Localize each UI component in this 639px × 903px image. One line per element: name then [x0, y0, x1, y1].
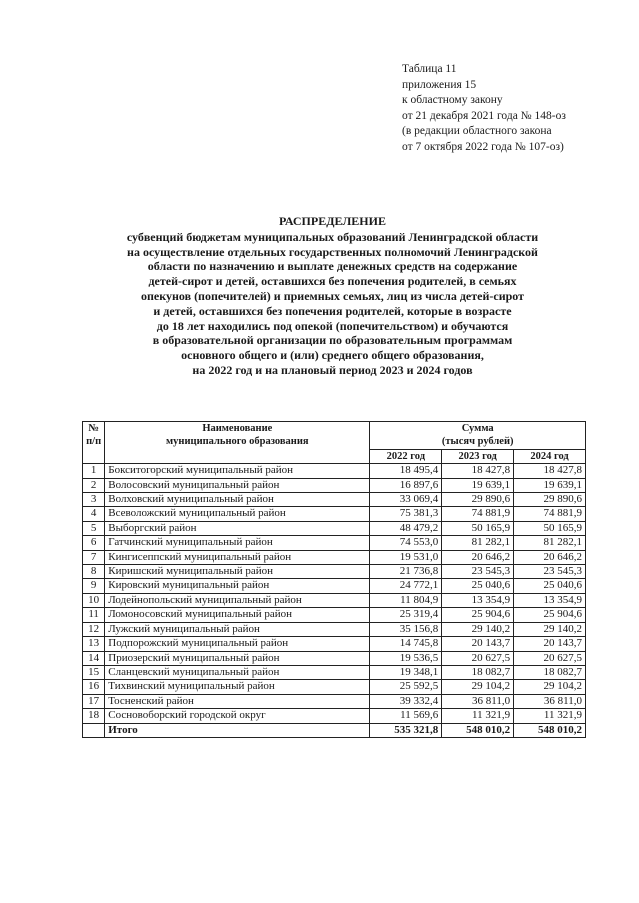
value-2024: 36 811,0 — [514, 694, 586, 708]
table-row — [83, 694, 586, 708]
value-2024: 19 639,1 — [514, 478, 586, 492]
header-number: № п/п — [83, 422, 105, 464]
table-row — [83, 608, 586, 622]
total-row — [83, 723, 586, 737]
value-2023: 13 354,9 — [442, 593, 514, 607]
municipality-name: Приозерский муниципальный район — [105, 651, 370, 665]
table-row — [83, 665, 586, 679]
value-2022: 35 156,8 — [370, 622, 442, 636]
municipality-name: Сланцевский муниципальный район — [105, 665, 370, 679]
row-number: 14 — [83, 651, 105, 665]
title-line: до 18 лет находились под опекой (попечительством) и обучаются — [156, 318, 509, 333]
table-row — [83, 478, 586, 492]
row-number: 17 — [83, 694, 105, 708]
header-line: (в редакции областного закона — [402, 125, 552, 137]
value-2022: 48 479,2 — [370, 521, 442, 535]
value-2022: 18 495,4 — [370, 464, 442, 478]
row-number: 6 — [83, 536, 105, 550]
value-2023: 25 040,6 — [442, 579, 514, 593]
value-2022: 74 553,0 — [370, 536, 442, 550]
row-number: 16 — [83, 680, 105, 694]
row-number: 13 — [83, 637, 105, 651]
value-2023: 74 881,9 — [442, 507, 514, 521]
value-2023: 81 282,1 — [442, 536, 514, 550]
value-2022: 16 897,6 — [370, 478, 442, 492]
municipality-name: Волосовский муниципальный район — [105, 478, 370, 492]
municipality-name: Лодейнопольский муниципальный район — [105, 593, 370, 607]
value-2024: 20 627,5 — [514, 651, 586, 665]
value-2023: 18 082,7 — [442, 665, 514, 679]
value-2024: 29 140,2 — [514, 622, 586, 636]
municipality-name: Кингисеппский муниципальный район — [105, 550, 370, 564]
value-2022: 33 069,4 — [370, 493, 442, 507]
value-2023: 11 321,9 — [442, 709, 514, 723]
value-2022: 14 745,8 — [370, 637, 442, 651]
municipality-name: Всеволожский муниципальный район — [105, 507, 370, 521]
header-year-2022: 2022 год — [370, 449, 442, 463]
row-number: 8 — [83, 565, 105, 579]
value-2024: 29 890,6 — [514, 493, 586, 507]
distribution-table — [82, 421, 586, 738]
value-2023: 29 140,2 — [442, 622, 514, 636]
table-row — [83, 622, 586, 636]
document-title — [80, 214, 585, 378]
value-2022: 21 736,8 — [370, 565, 442, 579]
value-2022: 39 332,4 — [370, 694, 442, 708]
total-2022: 535 321,8 — [370, 723, 442, 737]
value-2023: 29 104,2 — [442, 680, 514, 694]
table-row — [83, 579, 586, 593]
municipality-name: Киришский муниципальный район — [105, 565, 370, 579]
total-2024: 548 010,2 — [514, 723, 586, 737]
header-line: от 7 октября 2022 года № 107-оз) — [402, 140, 564, 153]
value-2024: 29 104,2 — [514, 680, 586, 694]
municipality-name: Тихвинский муниципальный район — [105, 680, 370, 694]
title-line: опекунов (попечителей) и приемных семьях, лиц из числа детей-сирот — [140, 288, 525, 303]
table-row — [83, 637, 586, 651]
value-2024: 74 881,9 — [514, 507, 586, 521]
title-line: на 2022 год и на плановый период 2023 и 2024 годов — [192, 362, 473, 377]
table-row — [83, 709, 586, 723]
value-2024: 13 354,9 — [514, 593, 586, 607]
row-number: 5 — [83, 521, 105, 535]
municipality-name: Волховский муниципальный район — [105, 493, 370, 507]
value-2022: 19 348,1 — [370, 665, 442, 679]
value-2022: 24 772,1 — [370, 579, 442, 593]
value-2023: 20 646,2 — [442, 550, 514, 564]
table-row — [83, 680, 586, 694]
row-number: 18 — [83, 709, 105, 723]
value-2024: 25 904,6 — [514, 608, 586, 622]
title-line: основного общего и (или) среднего общего образования, — [181, 348, 484, 363]
total-number-cell — [83, 723, 105, 737]
municipality-name: Сосновоборский городской округ — [105, 709, 370, 723]
table-row — [83, 536, 586, 550]
value-2023: 50 165,9 — [442, 521, 514, 535]
value-2023: 36 811,0 — [442, 694, 514, 708]
row-number: 7 — [83, 550, 105, 564]
value-2024: 18 082,7 — [514, 665, 586, 679]
value-2024: 20 143,7 — [514, 637, 586, 651]
value-2024: 25 040,6 — [514, 579, 586, 593]
value-2022: 19 531,0 — [370, 550, 442, 564]
municipality-name: Подпорожский муниципальный район — [105, 637, 370, 651]
table-row — [83, 651, 586, 665]
title-line: субвенций бюджетам муниципальных образований Ленинградской области — [126, 229, 539, 244]
title-main: РАСПРЕДЕЛЕНИЕ — [279, 214, 386, 228]
row-number: 3 — [83, 493, 105, 507]
value-2023: 19 639,1 — [442, 478, 514, 492]
municipality-name: Лужский муниципальный район — [105, 622, 370, 636]
value-2022: 19 536,5 — [370, 651, 442, 665]
value-2022: 11 569,6 — [370, 709, 442, 723]
municipality-name: Ломоносовский муниципальный район — [105, 608, 370, 622]
table-row — [83, 550, 586, 564]
table-row — [83, 507, 586, 521]
total-2023: 548 010,2 — [442, 723, 514, 737]
value-2022: 75 381,3 — [370, 507, 442, 521]
value-2024: 18 427,8 — [514, 464, 586, 478]
municipality-name: Бокситогорский муниципальный район — [105, 464, 370, 478]
header-municipality: Наименование муниципального образования — [105, 422, 370, 464]
title-line: области по назначению и выплате денежных средств на содержание — [147, 259, 518, 274]
value-2023: 20 627,5 — [442, 651, 514, 665]
value-2022: 11 804,9 — [370, 593, 442, 607]
table-row — [83, 521, 586, 535]
municipality-name: Тосненский район — [105, 694, 370, 708]
municipality-name: Гатчинский муниципальный район — [105, 536, 370, 550]
annex-header — [402, 62, 566, 155]
total-label: Итого — [105, 723, 370, 737]
municipality-name: Кировский муниципальный район — [105, 579, 370, 593]
table-row — [83, 464, 586, 478]
municipality-name: Выборгский район — [105, 521, 370, 535]
table-row — [83, 493, 586, 507]
value-2024: 50 165,9 — [514, 521, 586, 535]
title-line: детей-сирот и детей, оставшихся без попечения родителей, в семьях — [148, 274, 517, 289]
row-number: 11 — [83, 608, 105, 622]
value-2022: 25 319,4 — [370, 608, 442, 622]
row-number: 15 — [83, 665, 105, 679]
header-year-2023: 2023 год — [442, 449, 514, 463]
row-number: 4 — [83, 507, 105, 521]
value-2023: 29 890,6 — [442, 493, 514, 507]
value-2024: 23 545,3 — [514, 565, 586, 579]
row-number: 12 — [83, 622, 105, 636]
row-number: 10 — [83, 593, 105, 607]
header-sum: Сумма (тысяч рублей) — [370, 422, 586, 450]
header-year-2024: 2024 год — [514, 449, 586, 463]
value-2023: 25 904,6 — [442, 608, 514, 622]
value-2023: 18 427,8 — [442, 464, 514, 478]
header-line: от 21 декабря 2021 года № 148-оз — [402, 109, 566, 122]
header-line: Таблица 11 — [402, 63, 457, 75]
value-2023: 23 545,3 — [442, 565, 514, 579]
row-number: 9 — [83, 579, 105, 593]
value-2022: 25 592,5 — [370, 680, 442, 694]
title-line: в образовательной организации по образовательным программам — [152, 333, 513, 348]
value-2024: 11 321,9 — [514, 709, 586, 723]
title-line: и детей, оставшихся без попечения родителей, которые в возрасте — [153, 303, 512, 318]
value-2024: 81 282,1 — [514, 536, 586, 550]
row-number: 2 — [83, 478, 105, 492]
table-row — [83, 565, 586, 579]
table-row — [83, 593, 586, 607]
row-number: 1 — [83, 464, 105, 478]
value-2023: 20 143,7 — [442, 637, 514, 651]
title-line: на осуществление отдельных государственных полномочий Ленинградской — [127, 244, 538, 259]
header-line: приложения 15 — [402, 78, 477, 91]
value-2024: 20 646,2 — [514, 550, 586, 564]
header-line: к областному закону — [402, 94, 503, 106]
